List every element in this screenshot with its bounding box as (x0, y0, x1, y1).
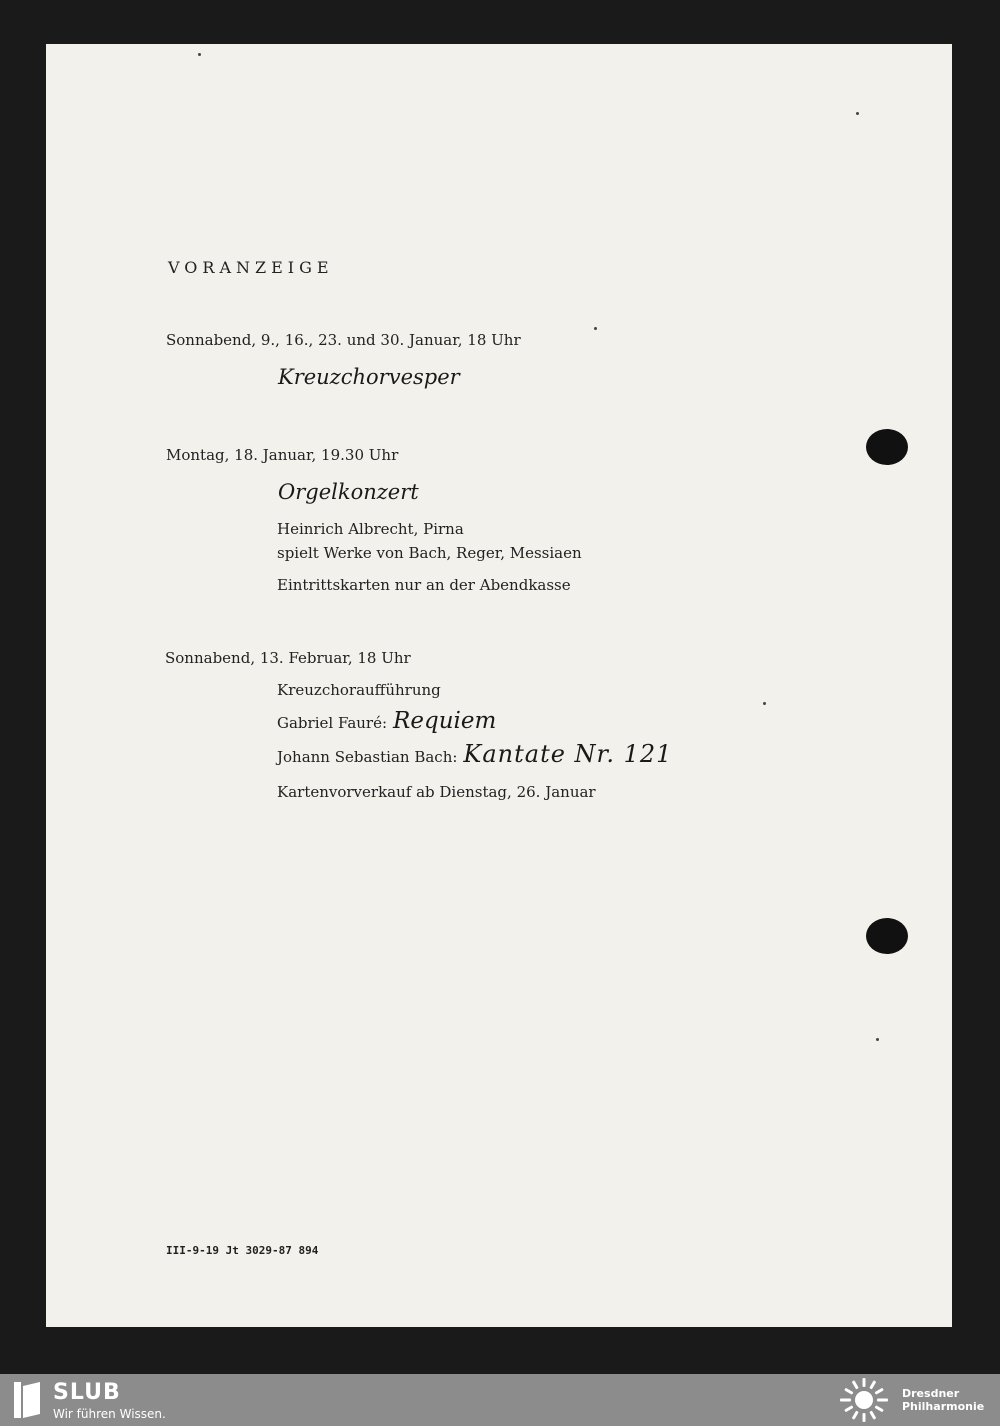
paper-speck (856, 112, 859, 115)
print-code: III-9-19 Jt 3029-87 894 (166, 1244, 319, 1257)
event-date: Sonnabend, 9., 16., 23. und 30. Januar, 18 Uhr (166, 331, 521, 349)
document-page (46, 44, 952, 1327)
event-date: Montag, 18. Januar, 19.30 Uhr (166, 446, 399, 464)
paper-speck (594, 327, 597, 330)
footer-bar (0, 1374, 1000, 1426)
event-performer: Heinrich Albrecht, Pirna (277, 520, 464, 538)
work-line (277, 740, 672, 768)
work-composer: Johann Sebastian Bach: (277, 748, 458, 766)
slub-book-icon (14, 1382, 40, 1418)
paper-speck (876, 1038, 879, 1041)
paper-speck (198, 53, 201, 56)
slub-tagline: Wir führen Wissen. (53, 1407, 166, 1421)
dresdner-philharmonie-name[interactable] (902, 1387, 984, 1413)
work-composer: Gabriel Fauré: (277, 714, 388, 732)
event-program: spielt Werke von Bach, Reger, Messiaen (277, 544, 582, 562)
punch-hole (866, 918, 908, 954)
dp-name-line1: Dresdner (902, 1387, 960, 1400)
event-title: Orgelkonzert (278, 480, 419, 504)
punch-hole (866, 429, 908, 465)
work-title: Requiem (393, 708, 497, 734)
paper-speck (763, 702, 766, 705)
event-date: Sonnabend, 13. Februar, 18 Uhr (165, 649, 411, 667)
event-subtitle: Kreuzchoraufführung (277, 681, 441, 699)
work-title: Kantate Nr. 121 (463, 740, 673, 768)
dp-name-line2: Philharmonie (902, 1400, 985, 1413)
slub-logo-link[interactable]: SLUB (53, 1380, 121, 1405)
dresdner-philharmonie-sun-icon[interactable] (840, 1378, 888, 1422)
heading: VORANZEIGE (168, 258, 334, 277)
work-line (277, 708, 496, 734)
event-tickets: Kartenvorverkauf ab Dienstag, 26. Januar (277, 783, 596, 801)
event-tickets: Eintrittskarten nur an der Abendkasse (277, 576, 571, 594)
event-title: Kreuzchorvesper (278, 365, 460, 389)
